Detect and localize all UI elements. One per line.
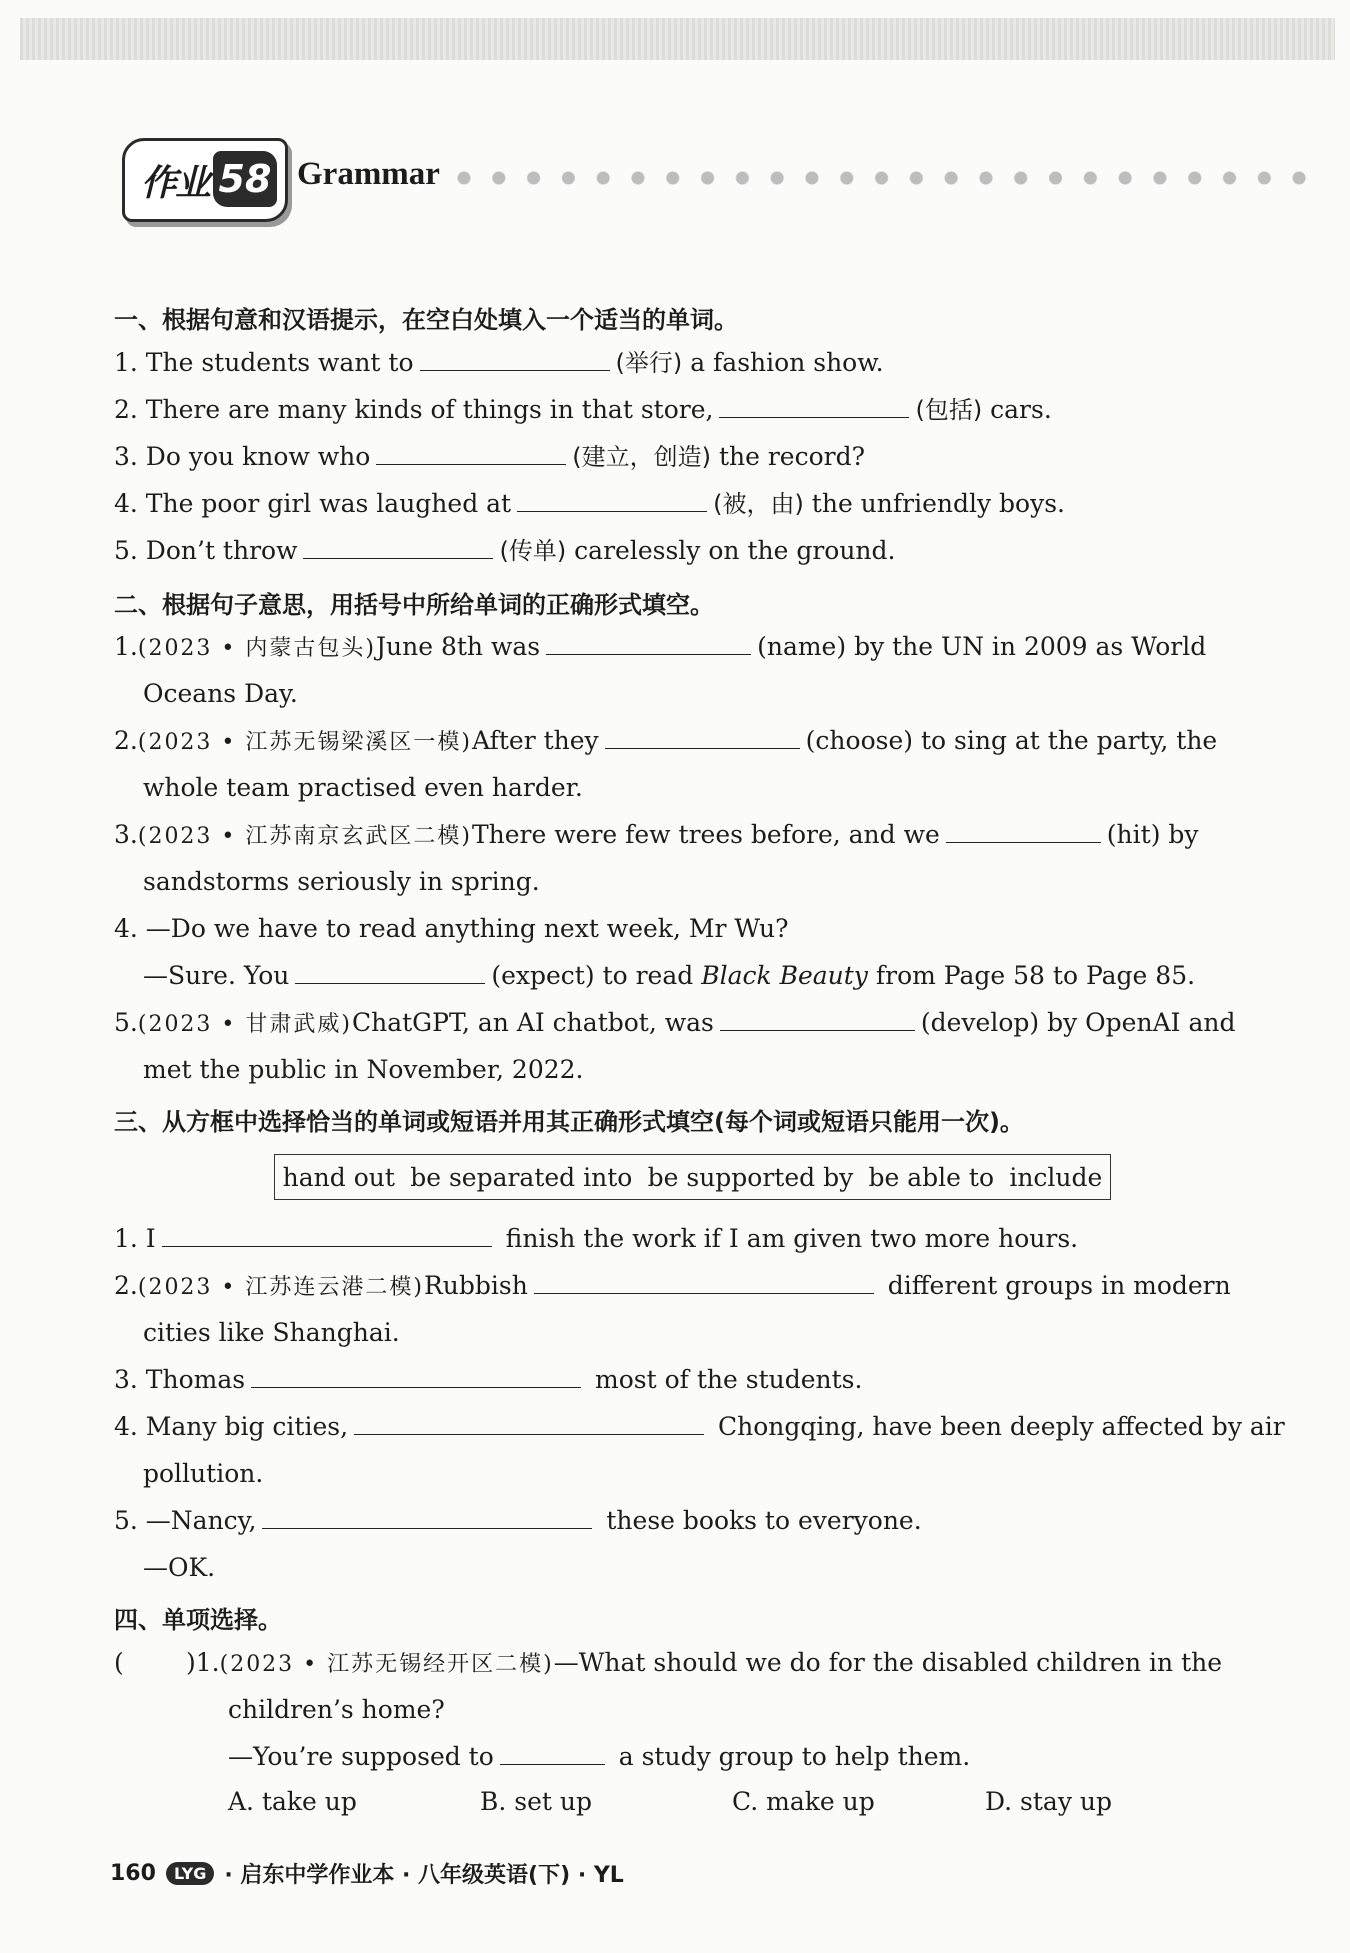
s1-q4-tail: the unfriendly boys. xyxy=(811,489,1066,518)
badge-number: 58 xyxy=(213,151,277,207)
s2-q2-hint: (choose) xyxy=(805,726,914,755)
section4-title: 四、单项选择。 xyxy=(114,1606,282,1634)
s1-q2-tail: cars. xyxy=(990,395,1052,424)
answer-blank[interactable] xyxy=(162,1222,492,1247)
s2-q2-continuation: whole team practised even harder. xyxy=(143,773,583,802)
s3-q4-tail: Chongqing, have been deeply affected by air xyxy=(718,1412,1285,1441)
word-bank-item: include xyxy=(1009,1162,1103,1192)
s1-question-4 xyxy=(114,487,1274,521)
s3-question-4 xyxy=(114,1410,1285,1444)
s2-question-3 xyxy=(114,818,1274,854)
badge-label: 作业 xyxy=(141,163,210,204)
s3-question-2 xyxy=(114,1269,1274,1305)
s1-q3-hint: (建立，创造) xyxy=(572,443,711,471)
s1-q1-text: 1. The students want to xyxy=(114,348,414,377)
s4-question-1 xyxy=(114,1646,1274,1682)
s1-q5-tail: carelessly on the ground. xyxy=(574,536,896,565)
s2-q4-reply-text: —Sure. You xyxy=(143,961,290,990)
s3-q2-source: (2023 • 江苏连云港二模) xyxy=(137,1275,424,1300)
s1-q2-text: 2. There are many kinds of things in that store, xyxy=(114,395,714,424)
answer-blank[interactable] xyxy=(303,534,493,559)
s3-q2-continuation: cities like Shanghai. xyxy=(143,1318,400,1347)
option-b[interactable]: B. set up xyxy=(480,1787,592,1816)
s2-q3-number: 3. xyxy=(114,820,138,849)
answer-blank[interactable] xyxy=(605,724,800,749)
option-a[interactable]: A. take up xyxy=(228,1787,357,1816)
s3-q2-number: 2. xyxy=(114,1271,138,1300)
answer-blank[interactable] xyxy=(295,959,485,984)
s2-q4-reply xyxy=(143,959,1303,993)
s4-q1-number: )1. xyxy=(186,1648,220,1677)
s2-q5-source: (2023 • 甘肃武威) xyxy=(137,1012,352,1037)
footer-text: · 启东中学作业本 · 八年级英语(下) · YL xyxy=(224,1863,624,1888)
s3-question-1 xyxy=(114,1222,1274,1256)
exercise-badge xyxy=(122,138,288,222)
s1-question-1 xyxy=(114,346,1274,380)
s4-q1-stem: —What should we do for the disabled children in the xyxy=(553,1648,1223,1677)
s2-question-4: 4. —Do we have to read anything next week, Mr Wu? xyxy=(114,914,789,943)
s2-q5-hint: (develop) xyxy=(920,1008,1040,1037)
s2-question-1 xyxy=(114,630,1274,666)
s2-question-5 xyxy=(114,1006,1274,1042)
s1-q3-text: 3. Do you know who xyxy=(114,442,371,471)
answer-blank[interactable] xyxy=(500,1740,605,1765)
s3-q4-continuation: pollution. xyxy=(143,1459,264,1488)
s2-q3-hint: (hit) xyxy=(1106,820,1161,849)
answer-blank[interactable] xyxy=(719,393,909,418)
answer-blank[interactable] xyxy=(354,1410,704,1435)
s1-q1-hint: (举行) xyxy=(615,349,683,377)
s3-q5-tail: these books to everyone. xyxy=(606,1506,922,1535)
answer-blank[interactable] xyxy=(534,1269,874,1294)
s3-q1-tail: finish the work if I am given two more hours. xyxy=(505,1224,1079,1253)
word-bank-box xyxy=(274,1154,1111,1200)
s2-q1-hint: (name) xyxy=(757,632,847,661)
s2-q1-source: (2023 • 内蒙古包头) xyxy=(137,636,376,661)
s3-q2-tail: different groups in modern xyxy=(887,1271,1231,1300)
s2-q3-tail: by xyxy=(1168,820,1199,849)
answer-blank[interactable] xyxy=(946,818,1101,843)
s2-q2-tail: to sing at the party, the xyxy=(920,726,1218,755)
word-bank-item: be able to xyxy=(868,1162,995,1192)
s2-q2-source: (2023 • 江苏无锡梁溪区一模) xyxy=(137,730,472,755)
page-number: 160 xyxy=(110,1861,156,1886)
s2-q1-tail: by the UN in 2009 as World xyxy=(854,632,1207,661)
s4-q1-reply-tail: a study group to help them. xyxy=(618,1742,971,1771)
s3-q5-text: 5. —Nancy, xyxy=(114,1506,257,1535)
s1-q2-hint: (包括) xyxy=(915,396,983,424)
lyg-logo: LYG xyxy=(166,1862,214,1885)
s1-q3-tail: the record? xyxy=(718,442,865,471)
s2-q5-tail: by OpenAI and xyxy=(1047,1008,1236,1037)
answer-blank[interactable] xyxy=(262,1504,592,1529)
s4-q1-continuation: children’s home? xyxy=(228,1695,445,1724)
s2-q4-mid: to read xyxy=(602,961,694,990)
s2-q1-text: June 8th was xyxy=(375,632,541,661)
s2-q5-continuation: met the public in November, 2022. xyxy=(143,1055,584,1084)
s3-q1-text: 1. I xyxy=(114,1224,156,1253)
s4-q1-source: (2023 • 江苏无锡经开区二模) xyxy=(219,1652,554,1677)
s1-q5-hint: (传单) xyxy=(499,537,567,565)
s3-q5-reply: —OK. xyxy=(143,1553,216,1582)
s1-q4-hint: (被，由) xyxy=(713,490,804,518)
s2-q1-number: 1. xyxy=(114,632,138,661)
s2-q4-hint: (expect) xyxy=(491,961,595,990)
s3-q3-tail: most of the students. xyxy=(595,1365,863,1394)
section2-title: 二、根据句子意思，用括号中所给单词的正确形式填空。 xyxy=(114,591,714,619)
s1-q5-text: 5. Don’t throw xyxy=(114,536,298,565)
s1-question-2 xyxy=(114,393,1274,427)
s3-q4-text: 4. Many big cities, xyxy=(114,1412,349,1441)
s2-q5-text: ChatGPT, an AI chatbot, was xyxy=(351,1008,714,1037)
s2-q3-text: There were few trees before, and we xyxy=(471,820,940,849)
answer-blank[interactable] xyxy=(517,487,707,512)
s2-q2-number: 2. xyxy=(114,726,138,755)
dotted-rule xyxy=(457,170,1327,186)
option-d[interactable]: D. stay up xyxy=(985,1787,1113,1816)
answer-blank[interactable] xyxy=(546,630,751,655)
s1-q4-text: 4. The poor girl was laughed at xyxy=(114,489,512,518)
s2-q3-source: (2023 • 江苏南京玄武区二模) xyxy=(137,824,472,849)
answer-blank[interactable] xyxy=(251,1363,581,1388)
s2-q5-number: 5. xyxy=(114,1008,138,1037)
s1-q1-tail: a fashion show. xyxy=(690,348,884,377)
page-footer xyxy=(110,1858,624,1889)
answer-paren[interactable]: ( xyxy=(114,1648,124,1677)
s2-q1-continuation: Oceans Day. xyxy=(143,679,298,708)
s2-q4-book-title: Black Beauty xyxy=(701,961,868,990)
s2-q2-text: After they xyxy=(471,726,599,755)
s1-question-5 xyxy=(114,534,1274,568)
exercise-header xyxy=(112,130,1332,220)
scan-edge-band xyxy=(20,18,1335,60)
word-bank-item: be separated into xyxy=(410,1162,633,1192)
section1-title: 一、根据句意和汉语提示，在空白处填入一个适当的单词。 xyxy=(114,306,738,334)
answer-blank[interactable] xyxy=(376,440,566,465)
s2-q3-continuation: sandstorms seriously in spring. xyxy=(143,867,540,896)
word-bank-item: be supported by xyxy=(647,1162,854,1192)
s3-question-5 xyxy=(114,1504,1274,1538)
s2-q4-tail: from Page 58 to Page 85. xyxy=(875,961,1196,990)
header-title: Grammar xyxy=(297,156,440,192)
section3-title: 三、从方框中选择恰当的单词或短语并用其正确形式填空(每个词或短语只能用一次)。 xyxy=(114,1108,1024,1136)
s3-q3-text: 3. Thomas xyxy=(114,1365,246,1394)
word-bank-item: hand out xyxy=(282,1162,395,1192)
s3-question-3 xyxy=(114,1363,1274,1397)
s2-question-2 xyxy=(114,724,1274,760)
option-c[interactable]: C. make up xyxy=(732,1787,875,1816)
answer-blank[interactable] xyxy=(420,346,610,371)
answer-blank[interactable] xyxy=(720,1006,915,1031)
s4-q1-reply-text: —You’re supposed to xyxy=(228,1742,494,1771)
s1-question-3 xyxy=(114,440,1274,474)
s4-q1-reply xyxy=(228,1740,1350,1774)
s3-q2-text: Rubbish xyxy=(423,1271,528,1300)
